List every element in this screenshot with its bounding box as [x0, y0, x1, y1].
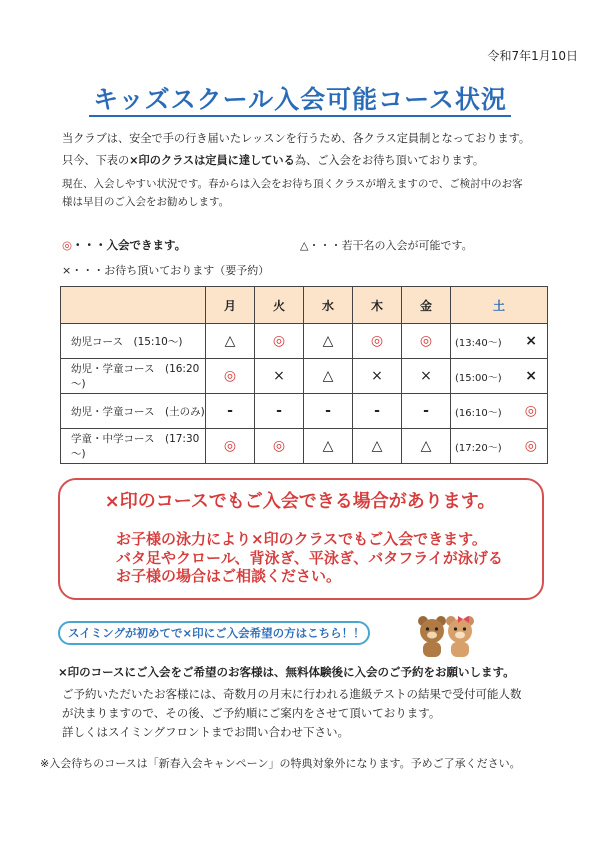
saturday-time: (17:20～) [455, 442, 502, 454]
saturday-cell [451, 359, 548, 394]
availability-cell: △ [402, 429, 451, 464]
saturday-time: (15:00～) [455, 372, 502, 384]
saturday-availability: × [525, 333, 537, 349]
saturday-time: (13:40～) [455, 337, 502, 349]
course-name: 幼児・学童コース (土のみ) [61, 394, 206, 429]
availability-cell: ◎ [255, 324, 304, 359]
table-row [61, 429, 548, 464]
intro-line-4: 様は早目のご入会をお勧めします。 [62, 196, 230, 208]
footnote: ※入会待ちのコースは「新春入会キャンペーン」の特典対象外になります。予めご了承ください。 [40, 757, 521, 770]
availability-cell: × [402, 359, 451, 394]
reserve-details: ご予約いただいたお客様には、奇数月の月末に行われる進級テストの結果で受付可能人数 が決まりますので、その後、ご予約順にご案内をさせて頂いております。 詳しくはスイミングフロントまでお問い合わせ下さい。 [62, 687, 522, 739]
legend-few-spots: △・・・若干名の入会が可能です。 [300, 239, 473, 252]
document-date: 令和7年1月10日 [487, 49, 578, 63]
header-wed: 水 [304, 287, 353, 324]
legend-available: ◎・・・入会できます。 [62, 238, 187, 252]
intro-line-1: 当クラブは、安全で手の行き届いたレッスンを行うため、各クラス定員制となっております。 [62, 132, 531, 145]
availability-cell: - [206, 394, 255, 429]
availability-cell: - [402, 394, 451, 429]
availability-cell: △ [206, 324, 255, 359]
availability-cell: △ [304, 359, 353, 394]
reserve-notice: ×印のコースにご入会をご希望のお客様は、無料体験後に入会のご予約をお願いします。 [58, 665, 515, 679]
notice-heading: ×印のコースでもご入会できる場合があります。 [104, 491, 496, 512]
course-name: 幼児・学童コース (16:20～) [61, 359, 206, 394]
course-name: 学童・中学コース (17:30～) [61, 429, 206, 464]
first-time-banner[interactable]: スイミングが初めてで×印にご入会希望の方はこちら！！ [58, 621, 370, 645]
header-tue: 火 [255, 287, 304, 324]
saturday-availability: × [525, 368, 537, 384]
saturday-availability: ◎ [524, 403, 537, 419]
saturday-availability: ◎ [524, 438, 537, 454]
availability-cell: △ [304, 429, 353, 464]
page-title: キッズスクール入会可能コース状況 [0, 80, 600, 116]
availability-cell: ◎ [255, 429, 304, 464]
availability-cell: - [304, 394, 353, 429]
saturday-cell [451, 429, 548, 464]
saturday-cell [451, 324, 548, 359]
header-mon: 月 [206, 287, 255, 324]
availability-cell: × [353, 359, 402, 394]
availability-cell: ◎ [206, 359, 255, 394]
header-fri: 金 [402, 287, 451, 324]
legend-waiting: ×・・・お待ち頂いております（要予約） [62, 264, 270, 277]
intro-line-3: 現在、入会しやすい状況です。春からは入会をお待ち頂くクラスが増えますので、ご検討中のお客 [62, 178, 523, 190]
availability-cell: ◎ [402, 324, 451, 359]
table-row [61, 394, 548, 429]
availability-cell: - [255, 394, 304, 429]
availability-cell: × [255, 359, 304, 394]
header-course [61, 287, 206, 324]
availability-cell: ◎ [206, 429, 255, 464]
header-thu: 木 [353, 287, 402, 324]
table-row [61, 324, 548, 359]
table-header-row [61, 287, 548, 324]
course-availability-table [60, 286, 548, 464]
notice-body: お子様の泳力により×印のクラスでもご入会できます。 バタ足やクロール、背泳ぎ、平泳ぎ、バタフライが泳げる お子様の場合はご相談ください。 [116, 530, 503, 585]
course-name: 幼児コース (15:10～) [61, 324, 206, 359]
intro-line-2: 只今、下表の×印のクラスは定員に達している為、ご入会をお待ち頂いております。 [62, 154, 485, 167]
header-sat: 土 [451, 287, 548, 324]
availability-cell: ◎ [353, 324, 402, 359]
availability-cell: - [353, 394, 402, 429]
availability-cell: △ [304, 324, 353, 359]
saturday-cell [451, 394, 548, 429]
saturday-time: (16:10～) [455, 407, 502, 419]
table-row [61, 359, 548, 394]
bear-mascots-icon [408, 615, 480, 659]
availability-cell: △ [353, 429, 402, 464]
